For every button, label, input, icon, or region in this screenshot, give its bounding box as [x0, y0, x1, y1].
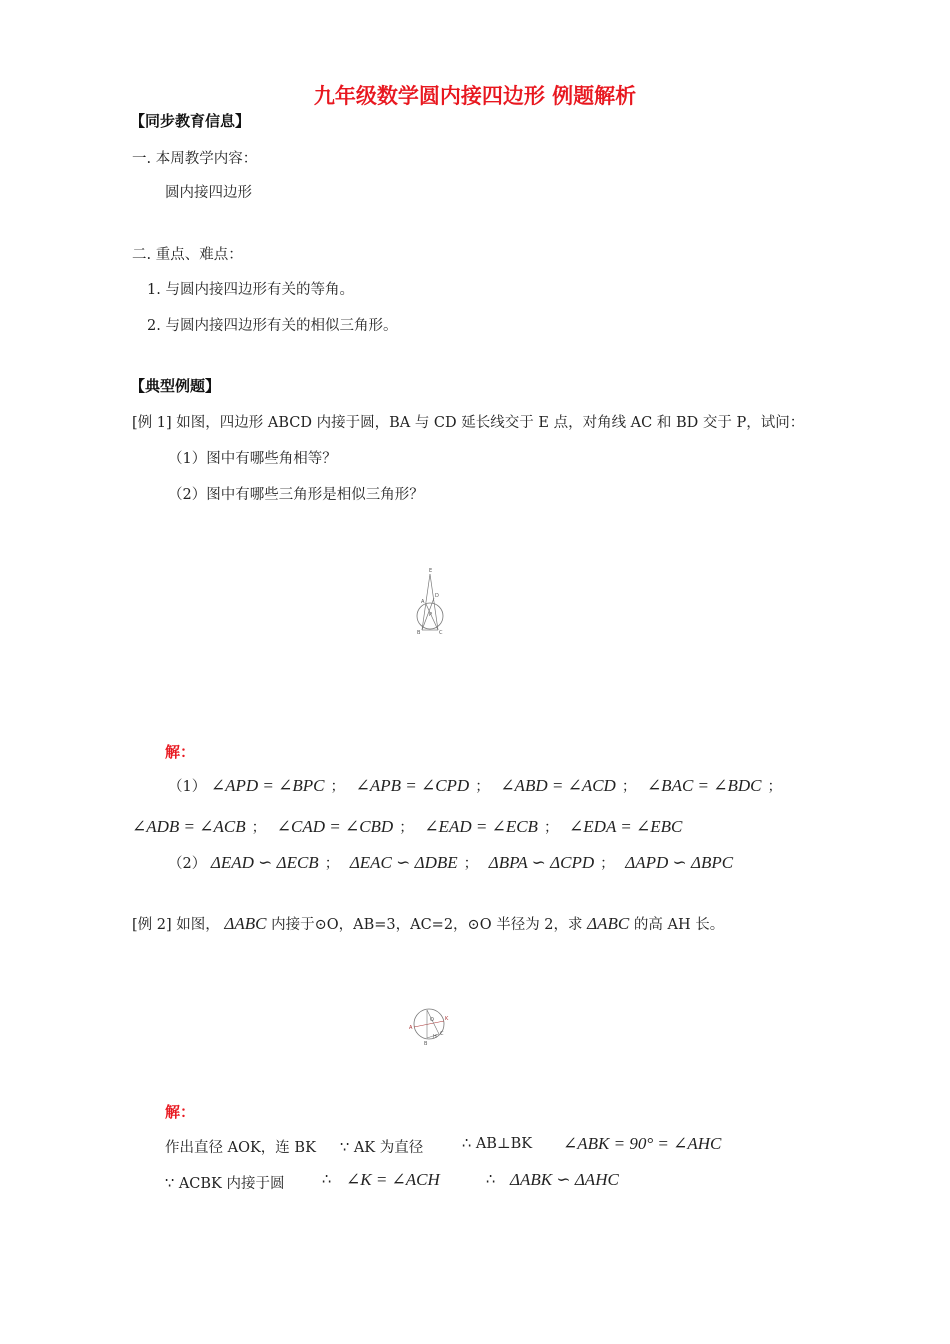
similar-triangles: ΔEAD ∽ ΔECB: [210, 853, 319, 872]
angle-equality: ∠CAD = ∠CBD: [276, 817, 394, 836]
example1-sub2: （2）图中有哪些三角形是相似三角形？: [168, 487, 424, 503]
example1-angles-line1: [168, 775, 788, 796]
label-d: D: [435, 593, 439, 599]
example1-sub1: （1）图中有哪些角相等？: [168, 451, 337, 467]
label-c: C: [440, 1031, 444, 1037]
label-b: B: [417, 630, 421, 636]
label-a: A: [409, 1025, 413, 1031]
example2-step5: ∵ ACBK 内接于圆: [165, 1176, 285, 1192]
similar-triangles: ΔBPA ∽ ΔCPD: [488, 853, 595, 872]
example2-q-suffix: 的高 AH 长。: [633, 917, 725, 933]
separator: ；: [600, 856, 615, 872]
angle-equality: ∠APD = ∠BPC: [210, 776, 325, 795]
example2-q-triangle: ΔABC: [587, 914, 630, 933]
angle-equality: ∠ADB = ∠ACB: [132, 817, 246, 836]
example2-step7: ΔABK ∽ ΔAHC: [510, 1170, 619, 1189]
separator: ；: [475, 779, 490, 795]
separator: ；: [543, 820, 559, 836]
separator: ；: [767, 779, 783, 795]
label-k: K: [445, 1016, 449, 1022]
example2-q-prefix: [例 2] 如图，: [132, 917, 220, 933]
angle-equality: ∠EDA = ∠EBC: [569, 817, 683, 836]
sync-heading: 【同步教育信息】: [130, 112, 251, 130]
example1-similar-line: [168, 852, 733, 873]
label-p: P: [429, 612, 433, 618]
example2-step6-prefix: ∴: [322, 1172, 332, 1188]
example2-step4: ∠ABK = 90° = ∠AHC: [563, 1134, 722, 1153]
similar-triangles: ΔEAC ∽ ΔDBE: [349, 853, 458, 872]
example2-step3: ∴ AB⊥BK: [462, 1136, 533, 1152]
example2-q-middle: 内接于⊙O，AB=3，AC=2，⊙O 半径为 2，求: [271, 917, 583, 933]
angle-equality: ∠ABD = ∠ACD: [500, 776, 616, 795]
label-o: O: [430, 1017, 434, 1023]
label-b: B: [424, 1041, 428, 1047]
example2-question: [132, 913, 724, 934]
separator: ；: [330, 779, 345, 795]
section2-item: 2. 与圆内接四边形有关的相似三角形。: [147, 318, 398, 334]
part1-prefix: （1）: [168, 779, 207, 795]
section2-item: 1. 与圆内接四边形有关的等角。: [147, 282, 354, 298]
separator: ；: [251, 820, 267, 836]
label-a: A: [421, 599, 425, 605]
angle-equality: ∠APB = ∠CPD: [355, 776, 470, 795]
example2-step7-prefix: ∴: [486, 1172, 496, 1188]
label-e: E: [429, 568, 433, 574]
example1-question: [例 1] 如图，四边形 ABCD 内接于圆，BA 与 CD 延长线交于 E 点，对角线 AC 和 BD 交于 P，试问：: [132, 415, 805, 431]
section2-label: 二. 重点、难点：: [132, 247, 243, 263]
example1-figure: [414, 566, 448, 644]
line-diameter: [414, 1021, 444, 1027]
separator: ；: [324, 856, 340, 872]
example2-solution-label: 解：: [165, 1103, 196, 1121]
example2-step1: 作出直径 AOK，连 BK: [165, 1140, 316, 1156]
separator: ；: [399, 820, 414, 836]
similar-triangles: ΔAPD ∽ ΔBPC: [625, 853, 734, 872]
section1-label: 一. 本周教学内容：: [132, 151, 258, 167]
label-c: C: [439, 630, 443, 636]
page-title: 九年级数学圆内接四边形 例题解析: [313, 84, 637, 108]
example1-solution-label: 解：: [165, 743, 196, 761]
example2-step6: ∠K = ∠ACH: [346, 1170, 440, 1189]
separator: ；: [621, 779, 637, 795]
section1-content: 圆内接四边形: [165, 185, 252, 201]
example1-angles-line2: [132, 816, 682, 837]
example2-step2: ∵ AK 为直径: [340, 1140, 424, 1156]
angle-equality: ∠EAD = ∠ECB: [424, 817, 538, 836]
label-h: H: [433, 1034, 437, 1040]
part2-prefix: （2）: [168, 856, 207, 872]
angle-equality: ∠BAC = ∠BDC: [646, 776, 762, 795]
example2-figure: [405, 1004, 455, 1050]
example2-q-triangle: ΔABC: [224, 914, 267, 933]
examples-heading: 【典型例题】: [130, 377, 221, 395]
separator: ；: [463, 856, 479, 872]
